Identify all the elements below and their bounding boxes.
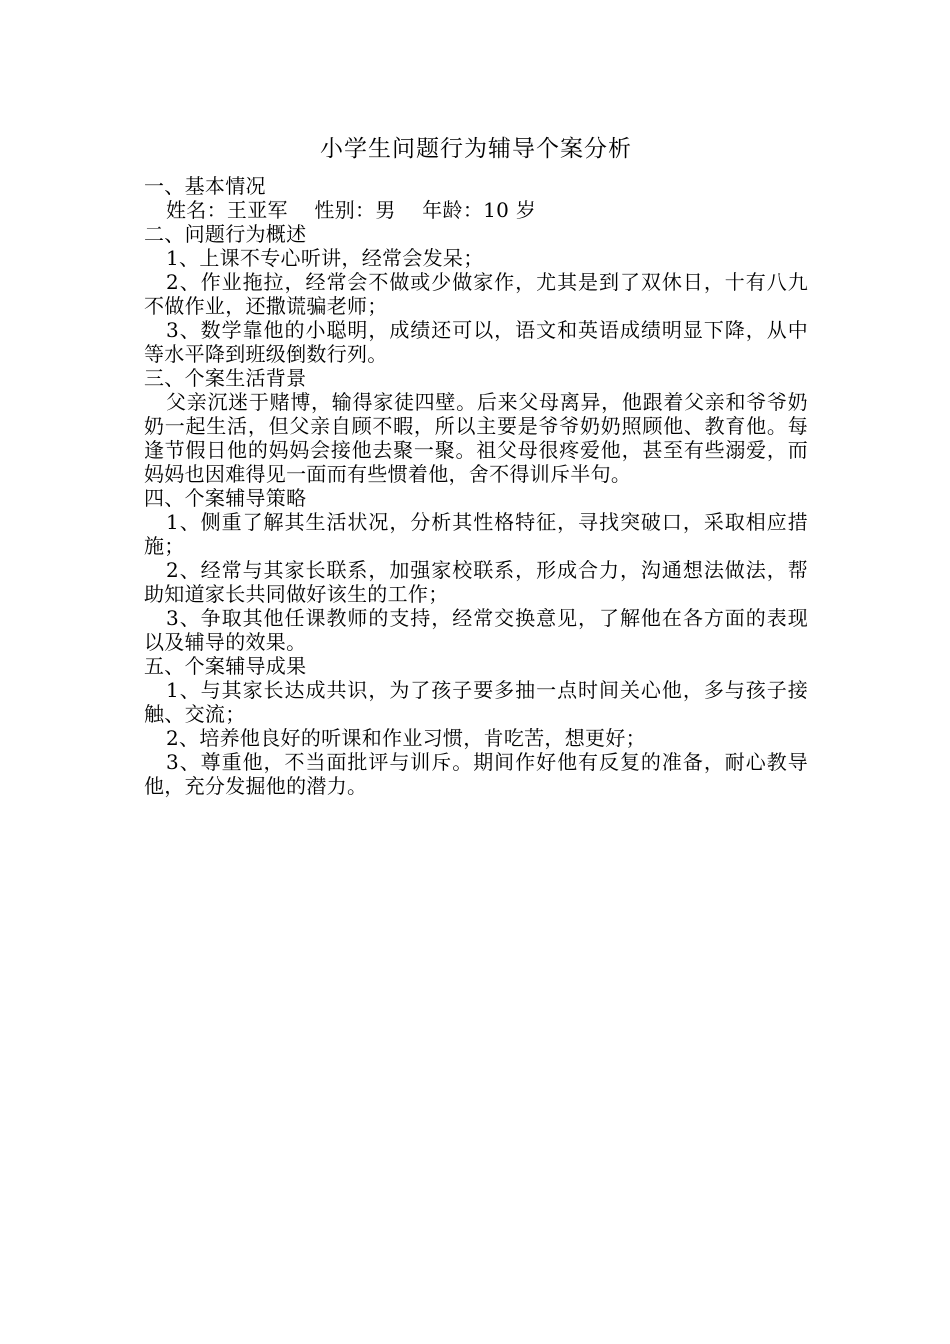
section-heading-results: 五、个案辅导成果	[144, 654, 307, 678]
section-heading-basic-info: 一、基本情况	[144, 174, 266, 198]
problem-item-2: 2、作业拖拉，经常会不做或少做家作，尤其是到了双休日，十有八九不做作业，还撒谎骗老师；	[144, 270, 808, 318]
document-title: 小学生问题行为辅导个案分析	[320, 136, 632, 162]
result-item-2: 2、培养他良好的听课和作业习惯，肯吃苦，想更好；	[166, 726, 646, 750]
result-item-1: 1、与其家长达成共识，为了孩子要多抽一点时间关心他，多与孩子接触、交流；	[144, 678, 808, 726]
strategy-item-3: 3、争取其他任课教师的支持，经常交换意见，了解他在各方面的表现以及辅导的效果。	[144, 606, 808, 654]
strategy-item-1: 1、侧重了解其生活状况，分析其性格特征，寻找突破口，采取相应措施；	[144, 510, 808, 558]
student-info-line: 姓名：王亚军 性别：男 年龄：10 岁	[166, 198, 537, 222]
section-heading-problem-overview: 二、问题行为概述	[144, 222, 307, 246]
document-body	[144, 134, 808, 798]
problem-item-1: 1、上课不专心听讲，经常会发呆；	[166, 246, 484, 270]
strategy-item-2: 2、经常与其家长联系，加强家校联系，形成合力，沟通想法做法，帮助知道家长共同做好该生的工作；	[144, 558, 808, 606]
problem-item-3: 3、数学靠他的小聪明，成绩还可以，语文和英语成绩明显下降，从中等水平降到班级倒数行列。	[144, 318, 808, 366]
result-item-3: 3、尊重他，不当面批评与训斥。期间作好他有反复的准备，耐心教导他，充分发掘他的潜力。	[144, 750, 808, 798]
section-heading-strategy: 四、个案辅导策略	[144, 486, 307, 510]
background-paragraph: 父亲沉迷于赌博，输得家徒四壁。后来父母离异，他跟着父亲和爷爷奶奶一起生活，但父亲自顾不暇，所以主要是爷爷奶奶照顾他、教育他。每逢节假日他的妈妈会接他去聚一聚。祖父母很疼爱他，甚至有些溺爱，而妈妈也因难得见一面而有些惯着他，舍不得训斥半句。	[144, 390, 808, 486]
section-heading-life-background: 三、个案生活背景	[144, 366, 307, 390]
